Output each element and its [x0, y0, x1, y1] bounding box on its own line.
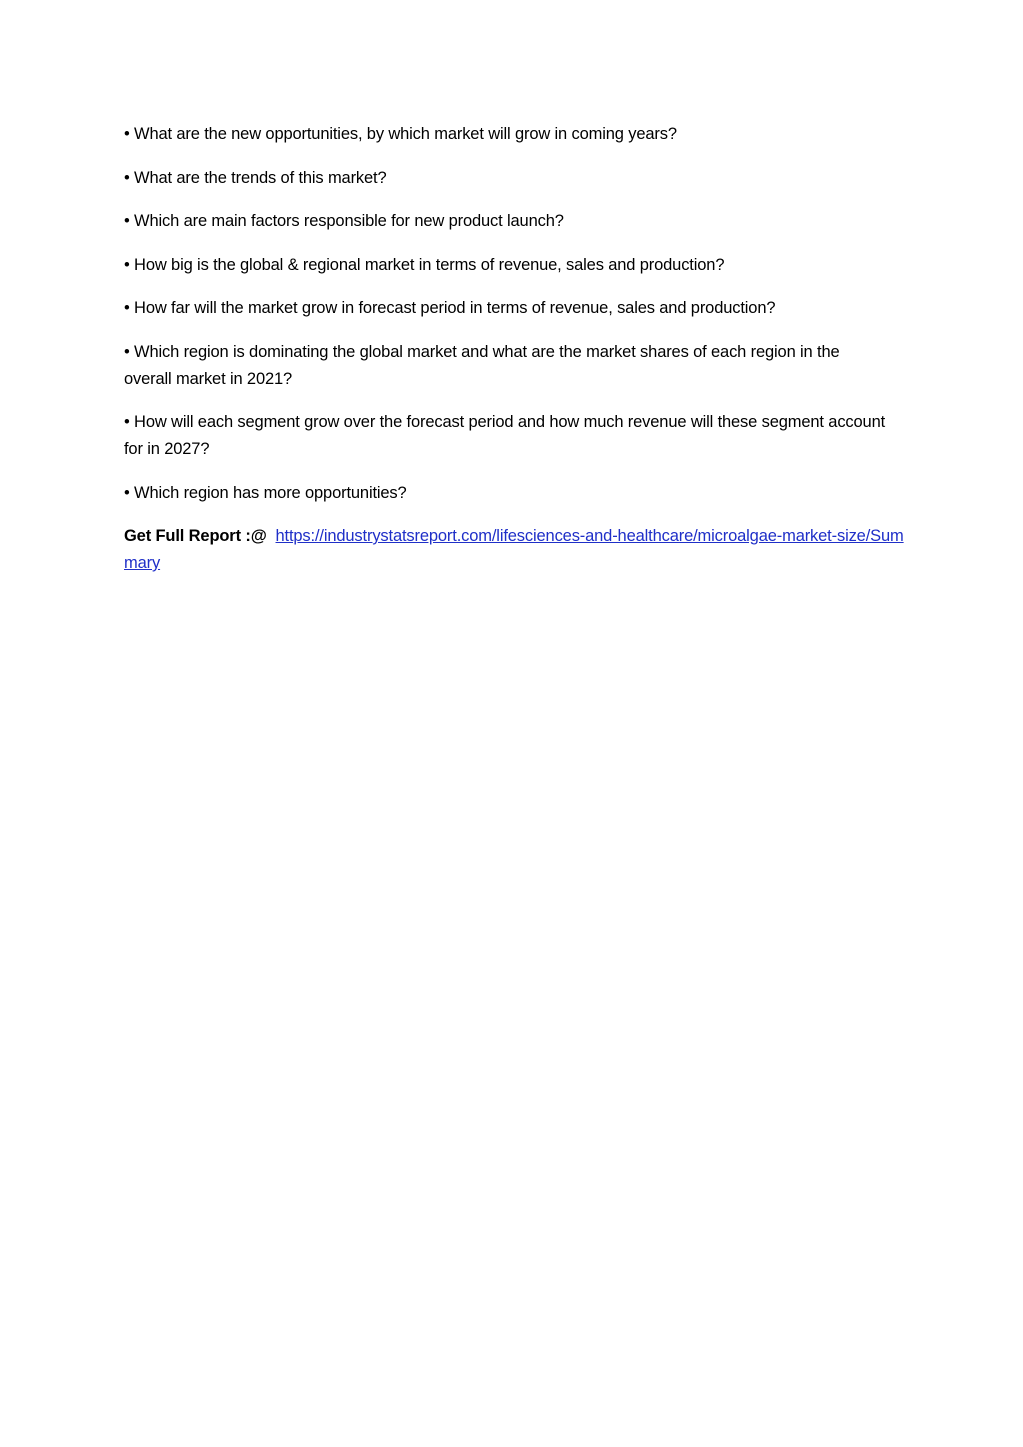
question-item: • What are the trends of this market? — [124, 168, 387, 187]
question-item: • Which region is dominating the global market and what are the market shares of each region in the overall market in 2021? — [124, 342, 840, 388]
full-report-label: Get Full Report :@ — [124, 527, 267, 545]
question-item: • What are the new opportunities, by which market will grow in coming years? — [124, 125, 677, 143]
full-report-link[interactable]: https://industrystatsreport.com/lifesciences-and-healthcare/microalgae-market-size/Summary — [124, 527, 904, 572]
question-item: • How big is the global & regional market in terms of revenue, sales and production? — [124, 255, 725, 274]
question-item: • How far will the market grow in forecast period in terms of revenue, sales and production? — [124, 299, 776, 317]
question-item: • How will each segment grow over the forecast period and how much revenue will these segment account for in 2027? — [124, 413, 886, 458]
question-item: • Which are main factors responsible for new product launch? — [124, 212, 564, 230]
question-list — [124, 121, 904, 577]
question-item: • Which region has more opportunities? — [124, 483, 407, 502]
full-report-line — [124, 523, 904, 577]
